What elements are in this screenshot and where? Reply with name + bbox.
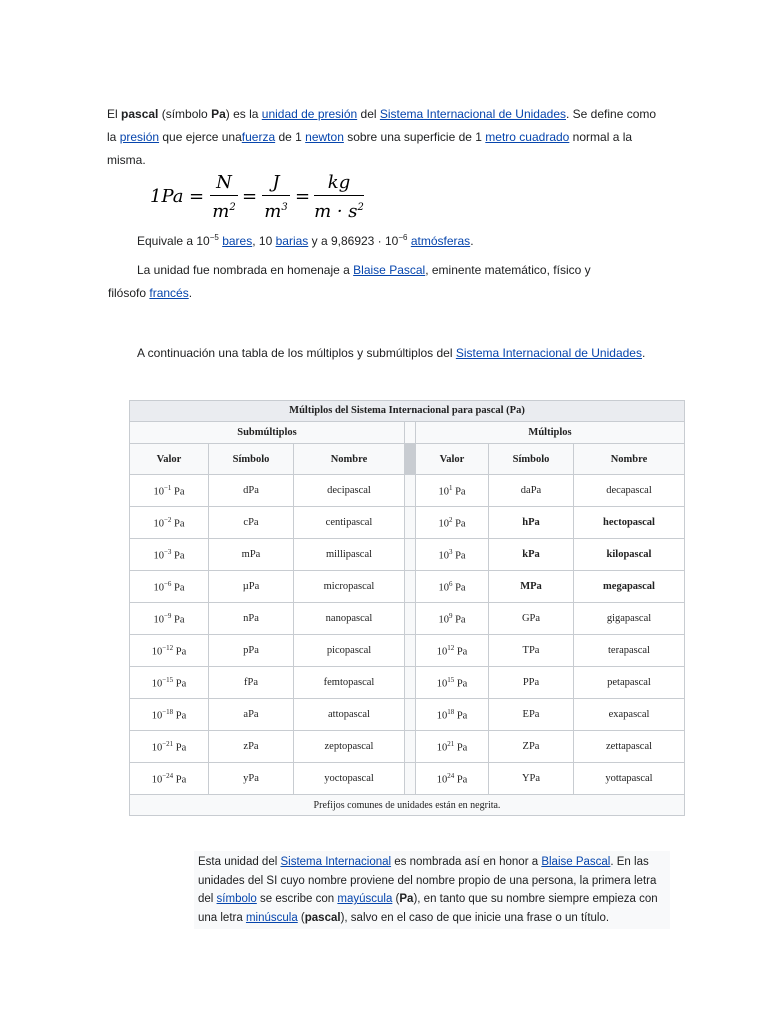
column-gap bbox=[405, 763, 416, 795]
equivalence-text: . bbox=[470, 234, 474, 248]
value-exponent: −6 bbox=[163, 579, 172, 588]
fraction-denominator bbox=[262, 197, 290, 222]
intro-text: que ejerce una bbox=[159, 130, 242, 144]
den-exponent: 3 bbox=[281, 202, 288, 213]
value-unit: Pa bbox=[173, 710, 187, 722]
link-frances[interactable]: francés bbox=[149, 286, 189, 300]
mult-name-cell: hectopascal bbox=[574, 507, 685, 539]
mult-value-cell bbox=[416, 635, 489, 667]
note-bold-name: pascal bbox=[304, 911, 341, 924]
fraction-numerator: N bbox=[216, 172, 232, 193]
value-base: 10 bbox=[153, 550, 164, 562]
mult-symbol-cell: daPa bbox=[489, 475, 574, 507]
note-text: ), salvo en el caso de que inicie una frase o un título. bbox=[340, 911, 610, 924]
mult-symbol-cell: ZPa bbox=[489, 731, 574, 763]
sub-symbol-cell: aPa bbox=[209, 699, 294, 731]
sub-name-cell: nanopascal bbox=[294, 603, 405, 635]
intro-text: (símbolo bbox=[158, 107, 212, 121]
value-unit: Pa bbox=[452, 582, 466, 594]
fraction-numerator: J bbox=[272, 172, 280, 193]
column-gap bbox=[405, 444, 416, 475]
intro-bold-symbol: Pa bbox=[211, 107, 226, 121]
eponym-note bbox=[194, 851, 670, 929]
value-unit: Pa bbox=[173, 678, 187, 690]
note-text: ( bbox=[297, 911, 305, 924]
sub-name-cell: micropascal bbox=[294, 571, 405, 603]
link-bares[interactable]: bares bbox=[222, 234, 253, 248]
value-exponent: 1 bbox=[448, 483, 453, 492]
sub-value-cell bbox=[130, 635, 209, 667]
intro-text: . Se define como la bbox=[107, 107, 657, 144]
value-exponent: −2 bbox=[163, 515, 172, 524]
mult-name-cell: yottapascal bbox=[574, 763, 685, 795]
value-exponent: −1 bbox=[163, 483, 172, 492]
value-exponent: −15 bbox=[162, 675, 174, 684]
table-row bbox=[130, 475, 685, 507]
column-gap bbox=[405, 731, 416, 763]
sub-symbol-cell: µPa bbox=[209, 571, 294, 603]
value-base: 10 bbox=[436, 710, 448, 722]
sub-value-cell bbox=[130, 731, 209, 763]
mult-symbol-cell: TPa bbox=[489, 635, 574, 667]
value-base: 10 bbox=[151, 742, 163, 754]
multiples-header: Múltiplos bbox=[416, 422, 685, 444]
mult-symbol-cell: PPa bbox=[489, 667, 574, 699]
sub-symbol-cell: nPa bbox=[209, 603, 294, 635]
value-base: 10 bbox=[438, 486, 449, 498]
table-row bbox=[130, 635, 685, 667]
value-exponent: 21 bbox=[447, 739, 455, 748]
sub-value-cell bbox=[130, 571, 209, 603]
formula-equals: = bbox=[242, 186, 258, 207]
column-gap bbox=[405, 667, 416, 699]
table-caption: Múltiplos del Sistema Internacional para pascal (Pa) bbox=[129, 400, 685, 421]
value-exponent: −21 bbox=[162, 739, 174, 748]
exponent: −6 bbox=[398, 233, 408, 242]
link-simbolo[interactable]: símbolo bbox=[216, 893, 257, 905]
den-exponent: 2 bbox=[357, 202, 364, 213]
sub-symbol-cell: zPa bbox=[209, 731, 294, 763]
value-unit: Pa bbox=[171, 614, 185, 626]
formula-lhs: 1Pa bbox=[150, 186, 184, 207]
sub-symbol-cell: pPa bbox=[209, 635, 294, 667]
value-exponent: 3 bbox=[448, 547, 453, 556]
pascal-formula bbox=[150, 172, 390, 220]
den-exponent: 2 bbox=[229, 202, 236, 213]
value-unit: Pa bbox=[173, 742, 187, 754]
mult-symbol-cell: hPa bbox=[489, 507, 574, 539]
note-text: se escribe con bbox=[256, 893, 338, 905]
value-unit: Pa bbox=[171, 582, 185, 594]
equivalence-text: y a 9,86923 · 10 bbox=[308, 234, 399, 248]
link-sistema-internacional[interactable]: Sistema Internacional de Unidades bbox=[455, 346, 642, 360]
prefix-table bbox=[129, 400, 685, 816]
note-text: ( bbox=[392, 893, 400, 905]
mult-value-cell bbox=[416, 763, 489, 795]
sub-name-cell: yoctopascal bbox=[294, 763, 405, 795]
table-row bbox=[130, 539, 685, 571]
intro-text: del bbox=[357, 107, 380, 121]
value-base: 10 bbox=[438, 518, 449, 530]
intro-text: de 1 bbox=[275, 130, 306, 144]
mult-name-cell: exapascal bbox=[574, 699, 685, 731]
table-intro-paragraph bbox=[137, 343, 645, 363]
column-gap bbox=[405, 603, 416, 635]
mult-value-cell bbox=[416, 731, 489, 763]
mult-symbol-cell: kPa bbox=[489, 539, 574, 571]
table-row bbox=[130, 571, 685, 603]
link-barias[interactable]: barias bbox=[275, 234, 309, 248]
value-base: 10 bbox=[153, 486, 164, 498]
link-fuerza[interactable]: fuerza bbox=[241, 130, 276, 144]
homage-paragraph bbox=[108, 259, 608, 305]
table-row bbox=[130, 603, 685, 635]
value-base: 10 bbox=[438, 550, 449, 562]
formula-equals: = bbox=[189, 186, 205, 207]
den-text: m bbox=[264, 201, 282, 222]
mult-name-cell: zettapascal bbox=[574, 731, 685, 763]
value-base: 10 bbox=[151, 774, 163, 786]
homage-text: , eminente matemático, físico y filósofo bbox=[108, 263, 591, 300]
column-gap bbox=[405, 635, 416, 667]
column-gap bbox=[405, 475, 416, 507]
sub-name-cell: decipascal bbox=[294, 475, 405, 507]
col-nombre: Nombre bbox=[574, 444, 685, 475]
value-exponent: −18 bbox=[162, 707, 174, 716]
value-unit: Pa bbox=[454, 774, 468, 786]
value-exponent: 15 bbox=[447, 675, 455, 684]
mult-symbol-cell: YPa bbox=[489, 763, 574, 795]
value-exponent: 18 bbox=[447, 707, 455, 716]
fraction-bar bbox=[210, 195, 238, 196]
mult-name-cell: petapascal bbox=[574, 667, 685, 699]
value-exponent: 2 bbox=[448, 515, 453, 524]
value-unit: Pa bbox=[173, 774, 187, 786]
table-intro-text: . bbox=[641, 346, 646, 360]
link-unidad-de-presion[interactable]: unidad de presión bbox=[261, 107, 358, 121]
table-row bbox=[130, 507, 685, 539]
intro-text: ) es la bbox=[225, 107, 262, 121]
mult-name-cell: decapascal bbox=[574, 475, 685, 507]
col-valor: Valor bbox=[416, 444, 489, 475]
fraction-denominator bbox=[314, 197, 364, 222]
value-base: 10 bbox=[153, 614, 164, 626]
value-unit: Pa bbox=[454, 678, 468, 690]
mult-name-cell: terapascal bbox=[574, 635, 685, 667]
table-row bbox=[130, 731, 685, 763]
table-footer: Prefijos comunes de unidades están en negrita. bbox=[130, 795, 685, 816]
value-base: 10 bbox=[436, 678, 448, 690]
link-mayuscula[interactable]: mayúscula bbox=[337, 893, 393, 905]
note-text: . En las unidades del SI cuyo nombre proviene del nombre propio de una persona, la primera letra del bbox=[198, 856, 657, 905]
table-row bbox=[130, 699, 685, 731]
link-newton[interactable]: newton bbox=[305, 130, 344, 144]
mult-value-cell bbox=[416, 603, 489, 635]
table-body bbox=[130, 475, 685, 795]
exponent: −5 bbox=[209, 233, 219, 242]
fraction-bar bbox=[262, 195, 290, 196]
col-nombre: Nombre bbox=[294, 444, 405, 475]
homage-text: . bbox=[188, 286, 193, 300]
intro-text: normal a la misma. bbox=[107, 130, 633, 167]
intro-paragraph bbox=[107, 103, 663, 172]
col-valor: Valor bbox=[130, 444, 209, 475]
value-unit: Pa bbox=[454, 742, 468, 754]
mult-symbol-cell: GPa bbox=[489, 603, 574, 635]
sub-name-cell: millipascal bbox=[294, 539, 405, 571]
mult-value-cell bbox=[416, 699, 489, 731]
sub-name-cell: attopascal bbox=[294, 699, 405, 731]
note-bold-symbol: Pa bbox=[399, 893, 414, 905]
link-blaise-pascal[interactable]: Blaise Pascal bbox=[541, 856, 611, 868]
fraction-denominator bbox=[210, 197, 238, 222]
value-exponent: −9 bbox=[163, 611, 172, 620]
column-gap bbox=[405, 571, 416, 603]
mult-symbol-cell: EPa bbox=[489, 699, 574, 731]
mult-value-cell bbox=[416, 507, 489, 539]
mult-value-cell bbox=[416, 571, 489, 603]
note-text: es nombrada así en honor a bbox=[391, 856, 542, 868]
sub-symbol-cell: mPa bbox=[209, 539, 294, 571]
value-exponent: 6 bbox=[448, 579, 453, 588]
column-gap bbox=[405, 699, 416, 731]
value-unit: Pa bbox=[171, 550, 185, 562]
sub-value-cell bbox=[130, 667, 209, 699]
homage-text: La unidad fue nombrada en homenaje a bbox=[137, 263, 354, 277]
value-unit: Pa bbox=[454, 710, 468, 722]
value-base: 10 bbox=[436, 774, 448, 786]
value-base: 10 bbox=[438, 614, 449, 626]
mult-name-cell: megapascal bbox=[574, 571, 685, 603]
value-unit: Pa bbox=[454, 646, 468, 658]
mult-value-cell bbox=[416, 539, 489, 571]
value-exponent: −12 bbox=[162, 643, 174, 652]
equivalence-paragraph bbox=[137, 228, 474, 251]
value-unit: Pa bbox=[171, 518, 185, 530]
value-base: 10 bbox=[151, 678, 163, 690]
den-text: m bbox=[212, 201, 230, 222]
sub-symbol-cell: fPa bbox=[209, 667, 294, 699]
value-unit: Pa bbox=[452, 550, 466, 562]
fraction-newton bbox=[210, 172, 238, 222]
intro-text: sobre una superficie de 1 bbox=[343, 130, 486, 144]
fraction-numerator: kg bbox=[327, 172, 351, 193]
prefix-table-wrapper bbox=[129, 400, 685, 816]
sub-value-cell bbox=[130, 603, 209, 635]
sub-symbol-cell: yPa bbox=[209, 763, 294, 795]
value-base: 10 bbox=[151, 710, 163, 722]
sub-name-cell: centipascal bbox=[294, 507, 405, 539]
link-sistema-internacional[interactable]: Sistema Internacional bbox=[280, 856, 392, 868]
mult-symbol-cell: MPa bbox=[489, 571, 574, 603]
table-row bbox=[130, 763, 685, 795]
value-exponent: 12 bbox=[447, 643, 455, 652]
equivalence-text: , 10 bbox=[252, 234, 276, 248]
value-base: 10 bbox=[151, 646, 163, 658]
sub-value-cell bbox=[130, 699, 209, 731]
link-metro-cuadrado[interactable]: metro cuadrado bbox=[485, 130, 570, 144]
value-unit: Pa bbox=[452, 486, 466, 498]
link-minuscula[interactable]: minúscula bbox=[245, 911, 298, 924]
sub-name-cell: picopascal bbox=[294, 635, 405, 667]
fraction-kg bbox=[314, 172, 364, 222]
mult-name-cell: kilopascal bbox=[574, 539, 685, 571]
value-exponent: −24 bbox=[162, 771, 174, 780]
sub-name-cell: femtopascal bbox=[294, 667, 405, 699]
link-atmosferas[interactable]: atmósferas bbox=[410, 234, 471, 248]
intro-bold-pascal: pascal bbox=[121, 107, 159, 121]
sub-symbol-cell: cPa bbox=[209, 507, 294, 539]
column-gap bbox=[405, 539, 416, 571]
value-unit: Pa bbox=[452, 614, 466, 626]
column-gap bbox=[405, 422, 416, 444]
value-base: 10 bbox=[436, 742, 448, 754]
value-base: 10 bbox=[436, 646, 448, 658]
value-base: 10 bbox=[153, 582, 164, 594]
fraction-joule bbox=[262, 172, 290, 222]
value-exponent: −3 bbox=[163, 547, 172, 556]
equivalence-text: Equivale a 10 bbox=[137, 234, 210, 248]
sub-value-cell bbox=[130, 763, 209, 795]
link-sistema-internacional[interactable]: Sistema Internacional de Unidades bbox=[379, 107, 566, 121]
value-base: 10 bbox=[153, 518, 164, 530]
sub-value-cell bbox=[130, 475, 209, 507]
note-text: Esta unidad del bbox=[198, 856, 281, 868]
note-text: ), en tanto que su nombre siempre empieza con una letra bbox=[198, 893, 658, 924]
column-gap bbox=[405, 507, 416, 539]
mult-name-cell: gigapascal bbox=[574, 603, 685, 635]
value-exponent: 9 bbox=[448, 611, 453, 620]
value-unit: Pa bbox=[171, 486, 185, 498]
value-exponent: 24 bbox=[447, 771, 455, 780]
sub-name-cell: zeptopascal bbox=[294, 731, 405, 763]
value-base: 10 bbox=[438, 582, 449, 594]
submultiples-header: Submúltiplos bbox=[130, 422, 405, 444]
sub-value-cell bbox=[130, 539, 209, 571]
table-row bbox=[130, 667, 685, 699]
value-unit: Pa bbox=[173, 646, 187, 658]
value-unit: Pa bbox=[452, 518, 466, 530]
col-simbolo: Símbolo bbox=[489, 444, 574, 475]
table-intro-text: A continuación una tabla de los múltiplos y submúltiplos del bbox=[137, 346, 456, 360]
link-presion[interactable]: presión bbox=[119, 130, 160, 144]
link-blaise-pascal[interactable]: Blaise Pascal bbox=[353, 263, 426, 277]
sub-symbol-cell: dPa bbox=[209, 475, 294, 507]
mult-value-cell bbox=[416, 667, 489, 699]
mult-value-cell bbox=[416, 475, 489, 507]
intro-text: El bbox=[107, 107, 122, 121]
den-text: m · s bbox=[314, 201, 358, 222]
col-simbolo: Símbolo bbox=[209, 444, 294, 475]
fraction-bar bbox=[314, 195, 364, 196]
sub-value-cell bbox=[130, 507, 209, 539]
formula-equals: = bbox=[295, 186, 311, 207]
